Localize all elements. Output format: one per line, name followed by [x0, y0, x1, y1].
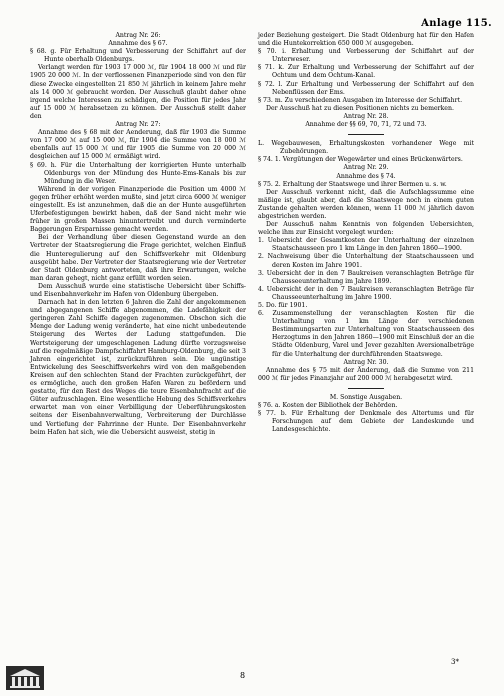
body-paragraph: Der Ausschuß nahm Kenntnis von folgenden Uebersichten, welche ihm zur Einsicht vorgelegt wurden: — [258, 221, 474, 237]
centered-heading: M. Sonstige Ausgaben. — [329, 393, 403, 401]
centered-heading: Annahme des § 67. — [108, 40, 168, 48]
section-item: 5. Do. für 1901. — [258, 302, 308, 309]
centered-heading: Antrag Nr. 29. — [343, 164, 389, 172]
signature-mark: 3* — [451, 658, 459, 666]
centered-heading: Antrag Nr. 27: — [115, 121, 161, 129]
body-paragraph: Annahme des § 75 mit der Änderung, daß die Summe von 211 000 ℳ für jedes Finanzjahr auf 200 000 ℳ herabgesetzt wird. — [258, 366, 474, 382]
centered-heading: Antrag Nr. 30. — [343, 358, 389, 366]
running-header: Anlage 115. — [421, 18, 492, 29]
section-item: 3. Uebersicht der in den 7 Baukreisen veranschlagten Beträge für Chausseeunterhaltung im Jahre 1899. — [258, 269, 474, 285]
body-paragraph: Verlangt werden für 1903 17 000 ℳ, für 1904 18 000 ℳ und für 1905 20 000 ℳ. In der verflossenen Finanzperiode sind von den für diese Zwecke eingestellten 21 850 ℳ jährlich in keinem Jahre mehr als 14 000 ℳ gebraucht worden. Der Ausschuß glaubt daher ohne irgend welche Interessen zu schädigen, die Position für jedes Jahr auf 15 000 ℳ herabsetzen zu können. Der Ausschuß stellt daher den — [30, 64, 246, 120]
right-text-column — [258, 32, 474, 434]
section-item: § 70. i. Erhaltung und Verbesserung der Schiffahrt auf der Unterweser. — [258, 48, 474, 64]
centered-heading: Antrag Nr. 26: — [115, 32, 161, 39]
section-item: § 69. h. Für die Unterhaltung der korrigierten Hunte unterhalb Oldenburgs von der Mündung des Hunte-Ems-Kanals bis zur Mündung in die Weser. — [30, 161, 246, 185]
body-paragraph: Während in der vorigen Finanzperiode die Position um 4000 ℳ gegen früher erhöht werden mußte, sind jetzt circa 6000 ℳ weniger eingestellt. Es ist anzunehmen, daß die an der Hunte ausgeführten Uferbefestigungen bewirkt haben, daß der Sand nicht mehr wie früher in großen Massen hinuntertreibt und durch verminderte Baggerungen Ersparnisse gemacht werden. — [30, 185, 246, 234]
section-title: L. Wegebauwesen, Erhaltungskosten vorhandener Wege mit Zubehörungen. — [258, 140, 474, 156]
body-paragraph: Bei der Verhandlung über diesen Gegenstand wurde an den Vertreter der Staatsregierung die Frage gerichtet, welchen Einfluß die Hunteregulierung auf den Schiffsverkehr mit Oldenburg ausgeübt habe. Der Vertreter der Staatsregierung wie der Vertreter der Stadt Oldenburg antworteten, daß ihre Erwartungen, welche man daran gehegt, nicht ganz erfüllt worden seien. — [30, 234, 246, 282]
section-divider — [348, 134, 384, 135]
body-paragraph: Der Ausschuß verkennt nicht, daß die Aufschlagssumme eine mäßige ist, glaubt aber, daß die Staatswege noch in einem guten Zustande gehalten werden können, wenn 11 000 ℳ jährlich davon abgestrichen werden. — [258, 188, 474, 220]
library-logo-icon — [6, 666, 44, 690]
body-paragraph: Der Ausschuß hat zu diesen Positionen nichts zu bemerken. — [266, 104, 454, 112]
body-paragraph: Dem Ausschuß wurde eine statistische Uebersicht über Schiffs- und Eisenbahnverkehr im Hafen von Oldenburg übergeben. — [30, 282, 246, 298]
section-item: § 74. 1. Vergütungen der Wegewärter und eines Brückenwärters. — [258, 156, 463, 164]
centered-heading: Annahme der §§ 69, 70, 71, 72 und 73. — [305, 121, 427, 129]
section-item: § 71. k. Zur Erhaltung und Verbesserung der Schiffahrt auf der Ochtum und dem Ochtum-Kanal. — [258, 64, 474, 80]
body-paragraph: Darnach hat in den letzten 6 Jahren die Zahl der angekommenen und abgegangenen Schiffe abgenommen, die Ladefähigkeit der geringeren Zahl Schiffe dagegen zugenommen. Obschon sich die Menge der Ladung wenig veränderte, hat eine nicht unbedeutende Steigerung des Wertes der Ladung stattgefunden. Die Wertsteigerung der umgeschlagenen Ladung dürfte vorzugsweise auf die regelmäßige Dampfschiffahrt Hamburg-Oldenburg, die seit 3 Jahren eingerichtet ist, zurückzuführen sein. Die ungünstige Entwickelung des Seeschiffsverkehrs wird von den maßgebenden Kreisen auf den schlechten Stand der Frachten zurückgeführt, der es ermögliche, auch den großen Hafen Waren zu befördern und gestatte, für den Rest des Weges die teure Eisenbahnfracht auf die Güter aufzuschlagen. Eine wesentliche Hebung des Schiffsverkehrs erwartet man von einer Verbilligung der Ueberführungskosten seitens der Eisenbahnverwaltung, Verbreiterung der Durchlässe und Vertiefung der Fahrrinne der Hunte. Der Eisenbahnverkehr beim Hafen hat sich, wie die Uebersicht ausweist, stetig in — [30, 299, 246, 436]
section-item: 1. Uebersicht der Gesamtkosten der Unterhaltung der einzelnen Staatschausseen pro 1 km Länge in den Jahren 1860—1900. — [258, 237, 474, 253]
section-item: 6. Zusammenstellung der veranschlagten Kosten für die Unterhaltung von 1 km Länge der verschiedenen Bestimmungsarten zur Unterhaltung von Staatschausseen des Herzogtums in den Jahren 1860—1900 mit Einschluß der an die Städte Oldenburg, Varel und Jever gezahlten Aversionalbeträge für die Unterhaltung der durchführenden Staatswege. — [258, 310, 474, 358]
left-text-column — [30, 32, 246, 437]
section-item: § 77. b. Für Erhaltung der Denkmale des Altertums und für Forschungen auf dem Gebiete der Landeskunde und Landesgeschichte. — [258, 410, 474, 434]
section-item: § 75. 2. Erhaltung der Staatswege und ihrer Bermen u. s. w. — [258, 180, 447, 188]
section-item: § 73. m. Zu verschiedenen Ausgaben im Interesse der Schiffahrt. — [258, 96, 463, 104]
section-divider — [348, 388, 384, 389]
centered-heading: Antrag Nr. 28. — [343, 112, 389, 120]
body-paragraph: Annahme des § 68 mit der Aenderung, daß für 1903 die Summe von 17 000 ℳ auf 15 000 ℳ, für 1904 die Summe von 18 000 ℳ ebenfalls auf 15 000 ℳ und für 1905 die Summe von 20 000 ℳ desgleichen auf 15 000 ℳ ermäßigt wird. — [30, 129, 246, 161]
centered-heading: Annahme des § 74. — [336, 172, 396, 180]
body-paragraph: jeder Beziehung gesteigert. Die Stadt Oldenburg hat für den Hafen und die Huntekorrektion 650 000 ℳ ausgegeben. — [258, 32, 474, 48]
section-item: 4. Uebersicht der in den 7 Baukreisen veranschlagten Beträge für Chausseeunterhaltung im Jahre 1900. — [258, 285, 474, 301]
page-number: 8 — [240, 671, 246, 680]
section-item: § 72. l. Zur Erhaltung und Verbesserung der Schiffahrt auf den Nebenflüssen der Ems. — [258, 80, 474, 96]
section-item: 2. Nachweisung über die Unterhaltung der Staatschausseen und deren Kosten im Jahre 1901. — [258, 253, 474, 269]
section-item: § 68. g. Für Erhaltung und Verbesserung der Schiffahrt auf der Hunte oberhalb Oldenburgs. — [30, 48, 246, 64]
section-item: § 76. a. Kosten der Bibliothek der Behörden. — [258, 402, 398, 410]
